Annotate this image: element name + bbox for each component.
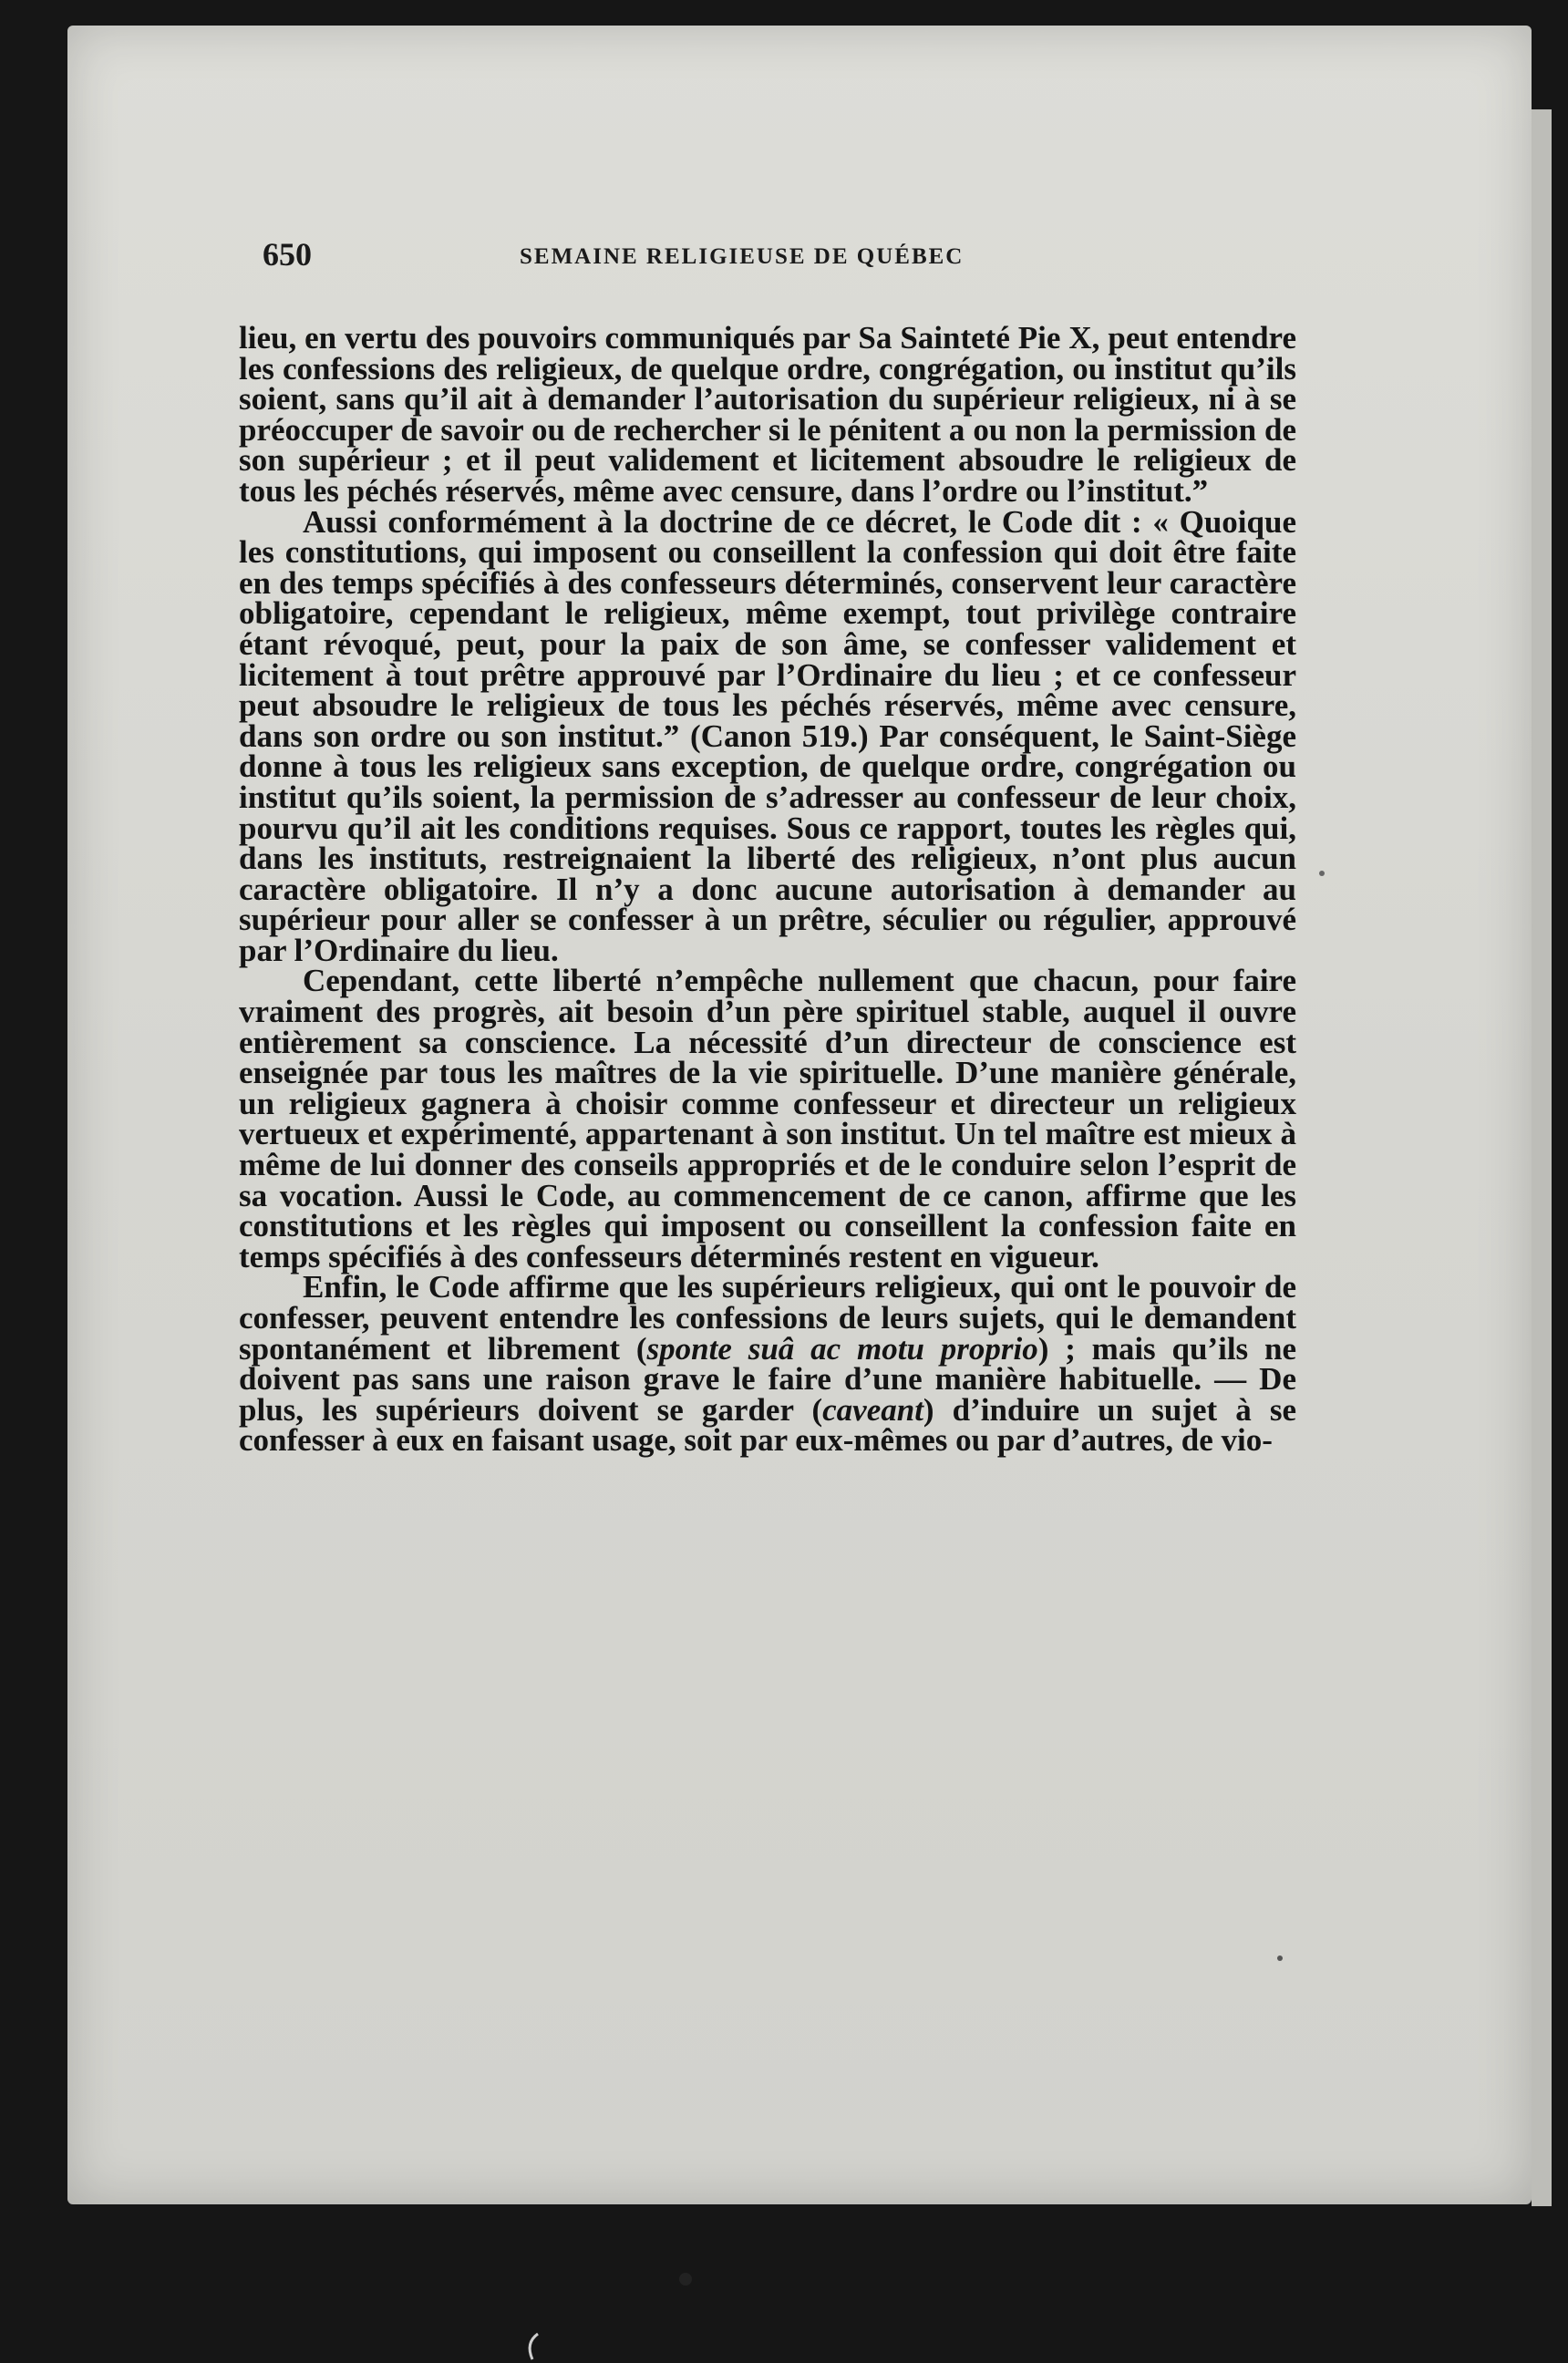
paragraph (239, 1269, 1297, 1459)
page-header (263, 235, 1320, 290)
text-segment: ) ; mais qu’ils ne doivent pas sans une raison grave le faire d’une manière habituelle. — De plus, les supérieurs doivent se garder ( (239, 1330, 1296, 1428)
paragraph (239, 965, 1296, 1272)
paragraph (239, 320, 1296, 509)
paragraph (239, 503, 1296, 968)
ink-speck (530, 2334, 538, 2359)
text-segment: lieu, en vertu des pouvoirs communiqués par Sa Sainteté Pie X, peut entendre les confessions des religieux, de quelque ordre, congrégation, ou institut qu’ils soient, sans qu’il ait à demander l’autorisation du supérieur religieux, ni à se préoccuper de savoir ou de rechercher si le pénitent a ou non la permission de son supérieur ; et il peut validement et licitement absoudre le religieux de tous les péchés réservés, même avec censure, dans l’ordre ou l’institut.” (239, 320, 1296, 509)
running-head: SEMAINE RELIGIEUSE DE QUÉBEC (520, 244, 965, 269)
body-text (239, 320, 1297, 1459)
text-segment: ) d’induire un sujet à se confesser à eux en faisant usage, soit par eux-mêmes ou par d’autres, de vio- (239, 1391, 1297, 1459)
latin-phrase: sponte suâ ac motu proprio (646, 1330, 1038, 1367)
page-number: 650 (263, 236, 312, 273)
ink-speck (679, 2273, 692, 2286)
text-segment: Cependant, cette liberté n’empêche nullement que chacun, pour faire vraiment des progrès, ait besoin d’un père spirituel stable, auquel il ouvre entièrement sa conscience. La nécessité d’un directeur de conscience est enseignée par tous les maîtres de la vie spirituelle. D’une manière générale, un religieux gagnera à choisir comme confesseur et directeur un religieux vertueux et expérimenté, appartenant à son institut. Un tel maître est mieux à même de lui donner des conseils appropriés et de le conduire selon l’esprit de sa vocation. Aussi le Code, au commencement de ce canon, affirme que les constitutions et les règles qui imposent ou conseillent la confession faite en temps spécifiés à des confesseurs déterminés restent en vigueur. (239, 963, 1296, 1274)
latin-phrase: caveant (822, 1391, 923, 1428)
text-segment: Enfin, le Code affirme que les supérieurs religieux, qui ont le pouvoir de confesser, peuvent entendre les confessions de leurs sujets, qui le demandent spontanément et librement ( (239, 1269, 1296, 1367)
text-segment: Aussi conformément à la doctrine de ce décret, le Code dit : « Quoique les constitutions, qui imposent ou conseillent la confession qui doit être faite en des temps spécifiés à des confesseurs déterminés, conservent leur caractère obligatoire, cependant le religieux, même exempt, tout privilège contraire étant révoqué, peut, pour la paix de son âme, se confesser validement et licitement à tout prêtre approuvé par l’Ordinaire du lieu ; et ce confesseur peut absoudre le religieux de tous les péchés réservés, même avec censure, dans son ordre ou son institut.” (Canon 519.) Par conséquent, le Saint-Siège donne à tous les religieux sans exception, de quelque ordre, congrégation ou institut qu’ils soient, la permission de s’adresser au confesseur de leur choix, pourvu qu’il ait les conditions requises. Sous ce rapport, toutes les règles qui, dans les instituts, restreignaient la liberté des religieux, n’ont plus aucun caractère obligatoire. Il n’y a donc aucune autorisation à demander au supérieur pour aller se confesser à un prêtre, séculier ou régulier, approuvé par l’Ordinaire du lieu. (239, 503, 1296, 968)
page-edge (1532, 109, 1552, 2206)
